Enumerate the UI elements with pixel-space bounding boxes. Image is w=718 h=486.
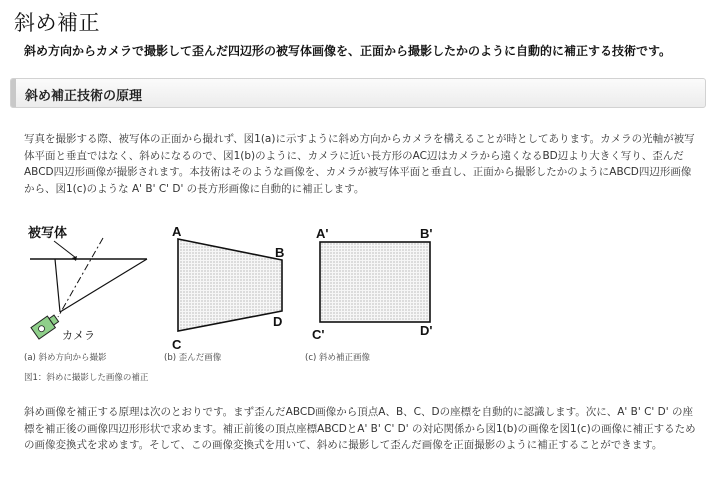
subject-label: 被写体 (28, 226, 68, 241)
vertex-label-b-prime: B' (420, 226, 433, 241)
subject-pointer-line (54, 241, 76, 258)
vertex-label-a: A (172, 224, 182, 239)
figure-caption: 図1：斜めに撮影した画像の補正 (24, 373, 149, 383)
figure-b-distorted-image (172, 224, 284, 352)
view-line-left (55, 259, 60, 312)
figure-c-corrected-image (312, 226, 432, 342)
corrected-rectangle (320, 242, 430, 322)
vertex-label-a-prime: A' (316, 226, 329, 241)
vertex-label-b: B (275, 245, 285, 260)
camera-label: カメラ (62, 329, 95, 342)
camera-icon (31, 313, 60, 339)
view-line-right (60, 259, 147, 312)
caption-c: (c) 斜め補正画像 (305, 353, 371, 363)
section-heading: 斜め補正技術の原理 (25, 89, 143, 104)
lead-text: 斜め方向からカメラで撮影して歪んだ四辺形の被写体画像を、正面から撮影したかのように自動的に補正する技術です。 (24, 44, 672, 58)
page-title: 斜め補正 (14, 11, 100, 35)
vertex-label-d: D (273, 314, 283, 329)
caption-b: (b) 歪んだ画像 (164, 353, 222, 363)
vertex-label-c: C (172, 337, 182, 352)
vertex-label-d-prime: D' (420, 323, 433, 338)
paragraph-principle-method: 斜め画像を補正する原理は次のとおりです。まず歪んだABCD画像から頂点A、B、C、Dの座標を自動的に認識します。次に、A' B' C' D' の座標を補正後の画像四辺形形状で求めます。補正前後の頂点座標ABCDとA' B' C' D' の対応関係から図1(b)の画像を図1(c)の画像に補正するための画像変換式を求めます。そして、この画像変換式を用いて、斜めに撮影して歪んだ画像を正面撮影のように補正することができます。 (24, 406, 696, 451)
paragraph-principle-intro: 写真を撮影する際、被写体の正面から撮れず、図1(a)に示すように斜め方向からカメラを構えることが時としてあります。カメラの光軸が被写体平面と垂直ではなく、斜めになるので、図1(b)のように、カメラに近い長方形のAC辺はカメラから遠くなるBD辺より大きく写り、歪んだABCD四辺形画像が撮影されます。本技術はそのような画像を、カメラが被写体平面と垂直し、正面から撮影したかのようにABCD四辺形画像から、図1(c)のような A' B' C' D' の長方形画像に自動的に補正します。 (24, 133, 695, 195)
caption-a: (a) 斜め方向から撮影 (24, 353, 107, 363)
vertex-label-c-prime: C' (312, 327, 325, 342)
distorted-quadrilateral (178, 239, 285, 331)
figure-a-diagram (28, 225, 147, 342)
